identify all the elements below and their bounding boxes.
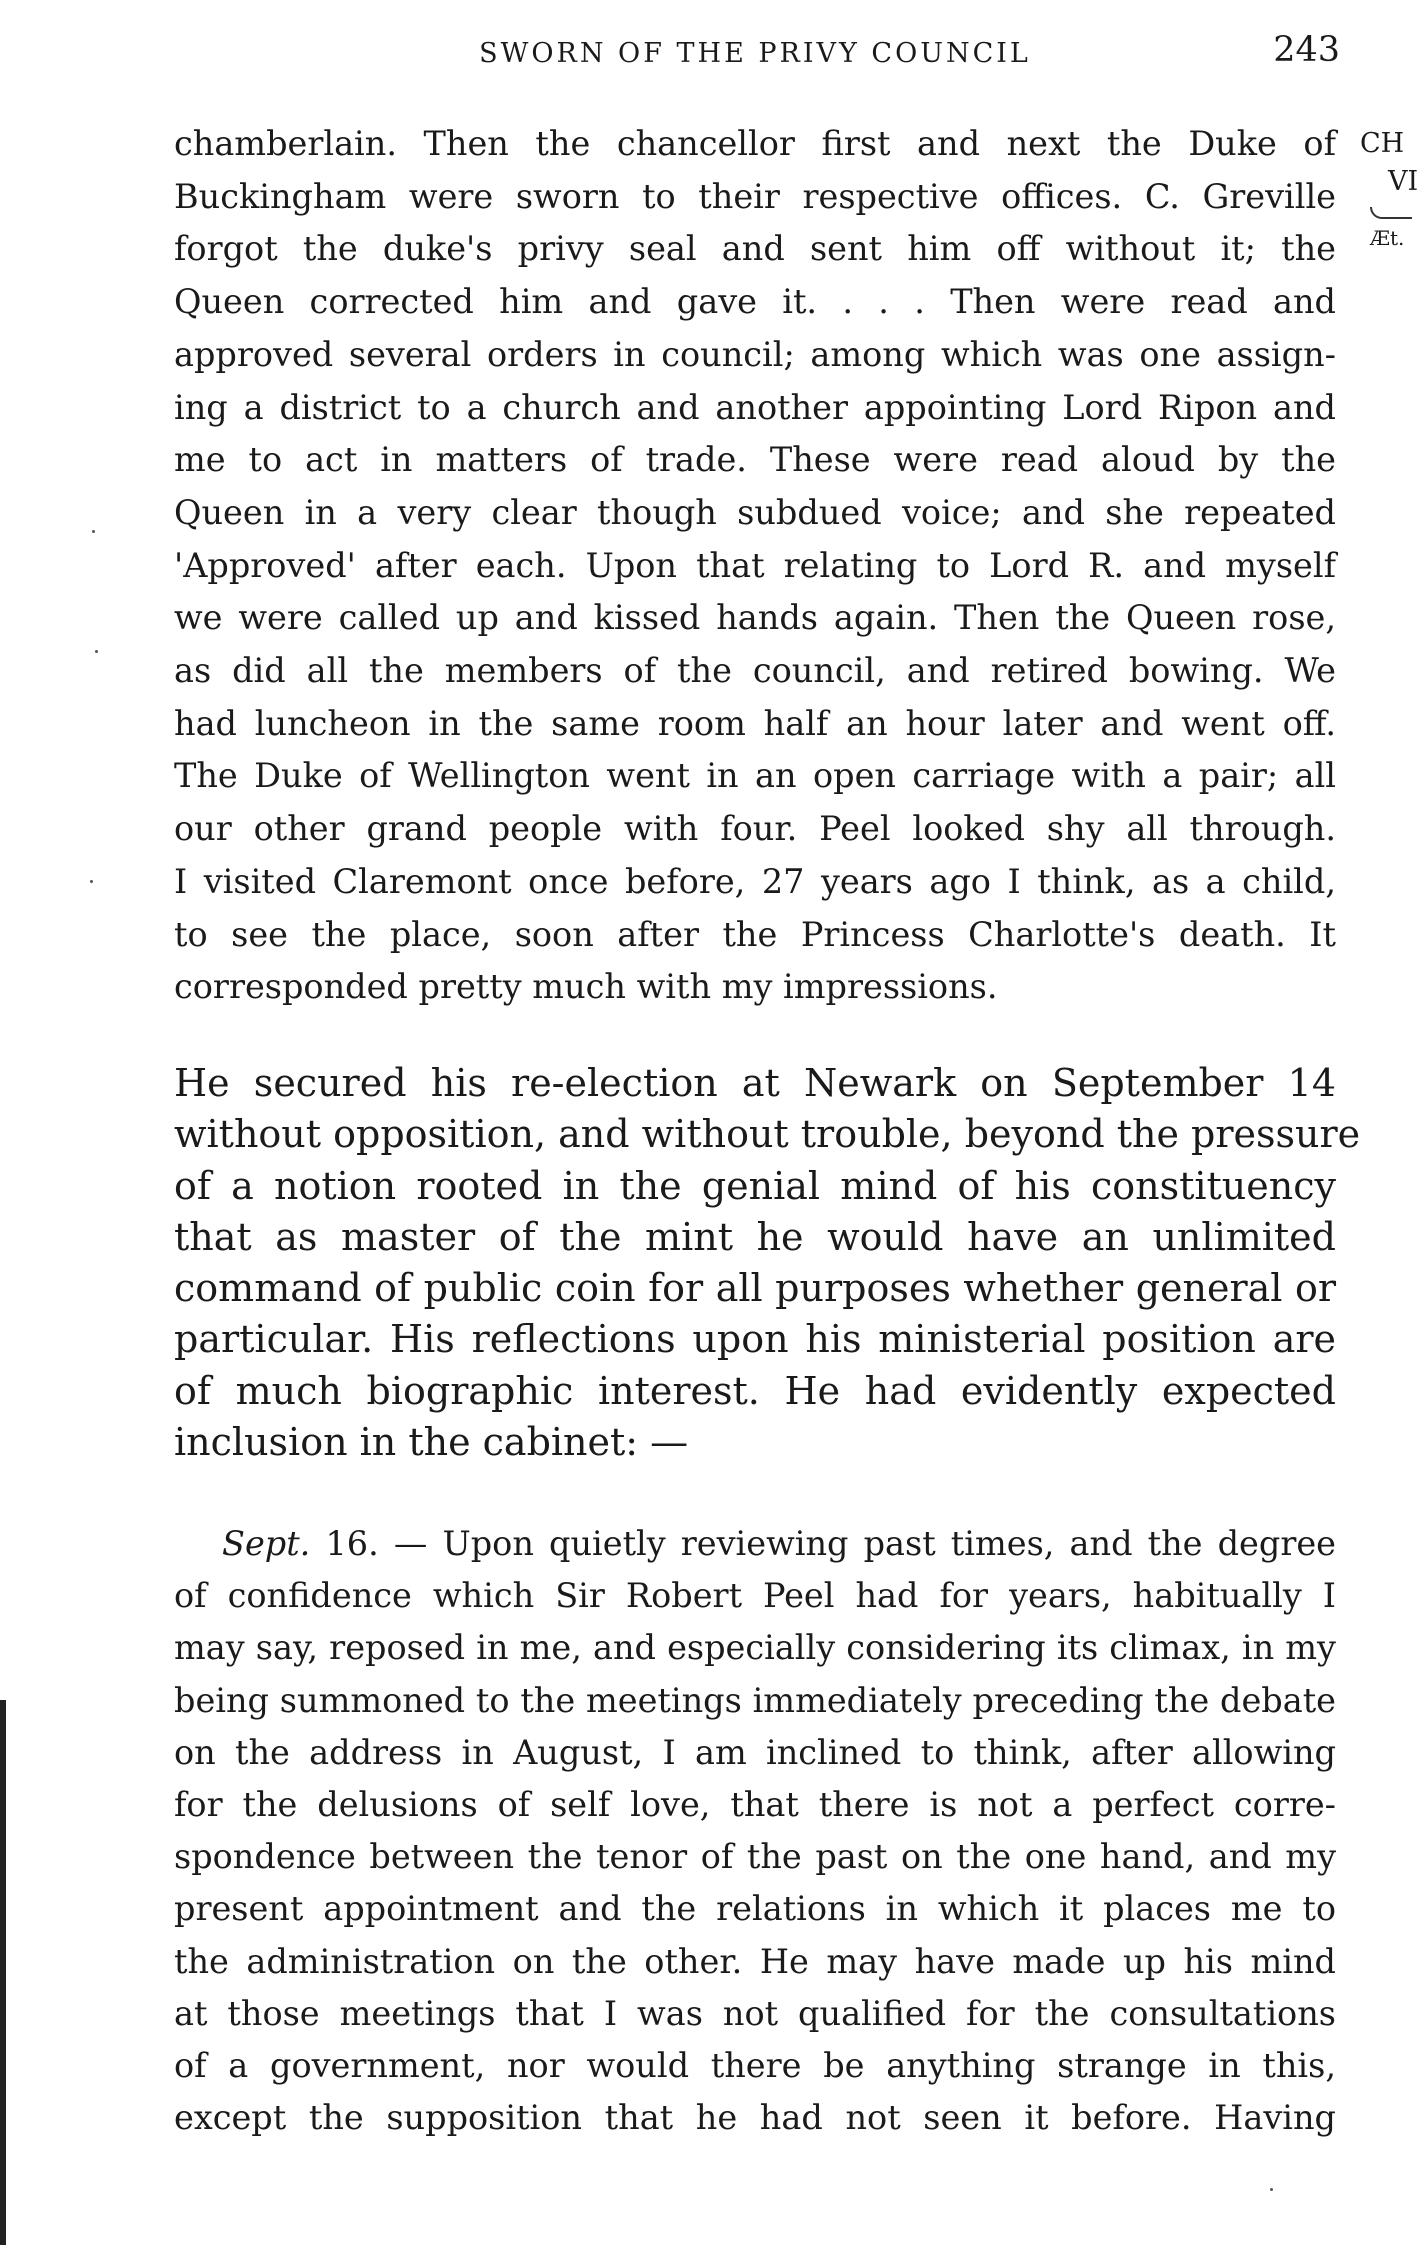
text-line: without opposition, and without trouble, beyond the pressure: [174, 1112, 1361, 1157]
text-line: spondence between the tenor of the past on the one hand, and my: [174, 1837, 1336, 1877]
diary-entry-1: [174, 118, 1336, 1014]
scan-speck: [1270, 2188, 1273, 2191]
text-line: that as master of the mint he would have an unlimited: [174, 1214, 1336, 1259]
text-line: of much biographic interest. He had evidently expected: [174, 1368, 1336, 1413]
margin-note-age: Æt.: [1370, 226, 1405, 250]
text-line: Buckingham were sworn to their respective offices. C. Greville: [174, 176, 1336, 216]
scan-binding-edge: [0, 1700, 6, 2245]
scan-speck: [92, 530, 95, 533]
margin-note-chapter: CH: [1360, 128, 1405, 159]
text-line: had luncheon in the same room half an hour later and went off.: [174, 703, 1336, 743]
running-head: [170, 30, 1340, 80]
text-line: present appointment and the relations in which it places me to: [174, 1889, 1336, 1929]
text-line: at those meetings that I was not qualified for the consultations: [174, 1993, 1336, 2033]
text-line: of confidence which Sir Robert Peel had for years, habitually I: [174, 1576, 1336, 1616]
running-head-title: SWORN OF THE PRIVY COUNCIL: [479, 38, 1031, 69]
text-line: the administration on the other. He may have made up his mind: [174, 1941, 1336, 1981]
text-line: particular. His reflections upon his ministerial position are: [174, 1317, 1336, 1362]
entry-date: Sept.: [222, 1524, 311, 1563]
text-line: The Duke of Wellington went in an open carriage with a pair; all: [174, 756, 1336, 796]
text-line: of a government, nor would there be anything strange in this,: [174, 2046, 1336, 2086]
text-line: me to act in matters of trade. These were read aloud by the: [174, 440, 1336, 480]
text-line: Queen in a very clear though subdued voice; and she repeated: [174, 492, 1336, 532]
scan-speck: [95, 650, 98, 653]
margin-note: [1360, 125, 1420, 257]
text-line: ing a district to a church and another appointing Lord Ripon and: [174, 387, 1336, 427]
text-line: being summoned to the meetings immediately preceding the debate: [174, 1680, 1336, 1720]
text-line: Queen corrected him and gave it. . . . Then were read and: [174, 282, 1336, 322]
page-number: 243: [1273, 30, 1340, 70]
text-line: approved several orders in council; among which was one assign-: [174, 334, 1336, 374]
text-line: He secured his re-election at Newark on September 14: [174, 1061, 1336, 1105]
text-line: for the delusions of self love, that there is not a perfect corre-: [174, 1785, 1336, 1825]
text-line: command of public coin for all purposes whether general or: [174, 1266, 1336, 1311]
margin-note-bracket: [1370, 207, 1412, 219]
margin-note-chapter-number: VI: [1388, 166, 1419, 197]
text-line: except the supposition that he had not seen it before. Having: [174, 2098, 1336, 2138]
scan-speck: [90, 880, 93, 883]
text-line: chamberlain. Then the chancellor first and next the Duke of: [174, 124, 1336, 163]
text-line: of a notion rooted in the genial mind of his constituency: [174, 1163, 1336, 1208]
text-line: as did all the members of the council, and retired bowing. We: [174, 651, 1336, 691]
text-line: may say, reposed in me, and especially considering its climax, in my: [174, 1628, 1336, 1668]
text-line: we were called up and kissed hands again. Then the Queen rose,: [174, 598, 1336, 638]
text-line: our other grand people with four. Peel looked shy all through.: [174, 809, 1336, 849]
text-line: forgot the duke's privy seal and sent him off without it; the: [174, 229, 1336, 269]
text-line: inclusion in the cabinet: —: [174, 1420, 689, 1465]
text-line: on the address in August, I am inclined to think, after allowing: [174, 1732, 1336, 1772]
text-line-first: [174, 1518, 1336, 1570]
text-line: 'Approved' after each. Upon that relating to Lord R. and myself: [174, 545, 1336, 585]
text-line: corresponded pretty much with my impressions.: [174, 967, 998, 1007]
entry-first-line: 16. — Upon quietly reviewing past times, and the degree: [310, 1524, 1336, 1563]
text-line: to see the place, soon after the Princess Charlotte's death. It: [174, 914, 1336, 954]
diary-entry-2: [174, 1518, 1336, 2144]
text-line: I visited Claremont once before, 27 years ago I think, as a child,: [174, 861, 1336, 901]
narrative-paragraph: [174, 1058, 1361, 1468]
